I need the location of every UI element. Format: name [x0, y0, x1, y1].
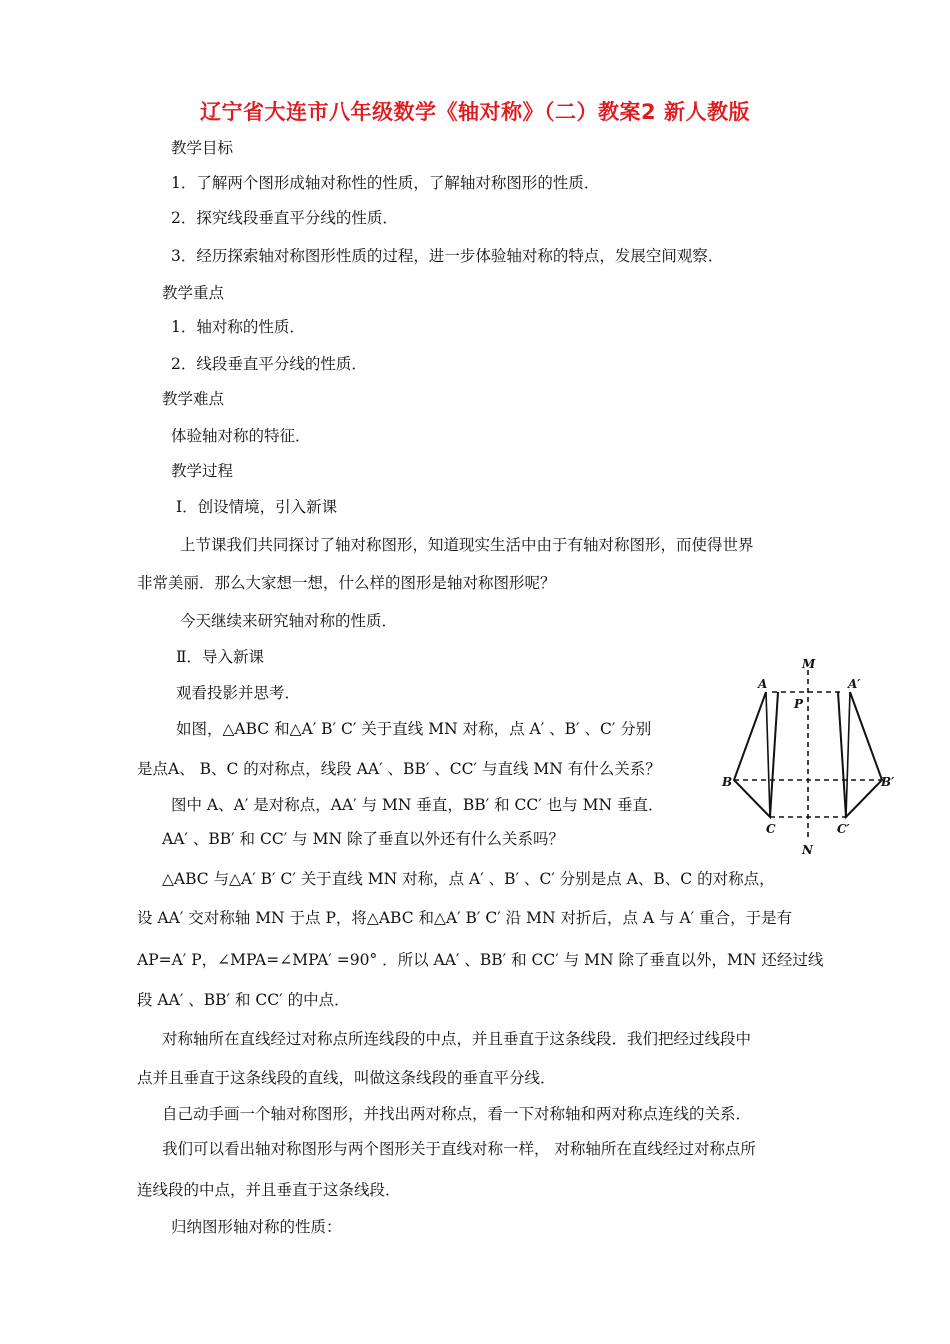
objective-1: 1．了解两个图形成轴对称性的性质，了解轴对称图形的性质． — [171, 174, 600, 192]
label-c: C — [766, 822, 776, 836]
paragraph-10-line-2: 连线段的中点，并且垂直于这条线段． — [137, 1181, 401, 1199]
paragraph-9: 自己动手画一个轴对称图形，并找出两对称点，看一下对称轴和两对称点连线的关系． — [162, 1105, 752, 1123]
triangle-a1b1c1-outline — [838, 692, 882, 817]
paragraph-8-line-2: 点并且垂直于这条线段的直线，叫做这条线段的垂直平分线． — [137, 1069, 556, 1087]
label-c-prime: C′ — [837, 822, 850, 836]
paragraph-6: AA′ 、BB′ 和 CC′ 与 MN 除了垂直以外还有什么关系吗？ — [162, 830, 564, 848]
section-2-heading: Ⅱ．导入新课 — [176, 648, 265, 666]
paragraph-7-line-4: 段 AA′ 、BB′ 和 CC′ 的中点． — [137, 991, 350, 1009]
paragraph-1-line-2: 非常美丽．那么大家想一想，什么样的图形是轴对称图形呢？ — [137, 574, 556, 592]
key-point-2: 2．线段垂直平分线的性质． — [171, 355, 367, 373]
document-title: 辽宁省大连市八年级数学《轴对称》（二）教案2 新人教版 — [200, 100, 750, 124]
symmetry-diagram — [718, 652, 898, 860]
symmetry-figure — [718, 652, 898, 860]
key-point-1: 1．轴对称的性质． — [171, 318, 305, 336]
paragraph-1-line-1: 上节课我们共同探讨了轴对称图形，知道现实生活中由于有轴对称图形，而使得世界 — [180, 536, 754, 554]
section-1-heading: Ⅰ．创设情境，引入新课 — [176, 498, 338, 516]
segment-a1c1 — [846, 692, 850, 817]
paragraph-4-line-2: 是点A、 B、C 的对称点，线段 AA′ 、BB′ 、CC′ 与直线 MN 有什么关系？ — [137, 760, 661, 778]
heading-difficulties: 教学难点 — [162, 390, 225, 408]
difficulty-1: 体验轴对称的特征． — [171, 427, 311, 445]
heading-process: 教学过程 — [171, 462, 234, 480]
label-p: P — [794, 697, 804, 711]
dashed-lines — [734, 670, 882, 840]
paragraph-11: 归纳图形轴对称的性质： — [171, 1218, 342, 1236]
label-a-prime: A′ — [848, 677, 861, 691]
paragraph-7-line-2: 设 AA′ 交对称轴 MN 于点 P，将△ABC 和△A′ B′ C′ 沿 MN 对折后，点 A 与 A′ 重合，于是有 — [137, 909, 793, 927]
objective-2: 2．探究线段垂直平分线的性质． — [171, 209, 398, 227]
heading-key-points: 教学重点 — [162, 284, 225, 302]
paragraph-3: 观看投影并思考． — [176, 684, 301, 702]
paragraph-2: 今天继续来研究轴对称的性质． — [180, 612, 398, 630]
paragraph-7-line-1: △ABC 与△A′ B′ C′ 关于直线 MN 对称，点 A′ 、B′ 、C′ 分别是点 A、B、C 的对称点， — [162, 870, 775, 888]
paragraph-5: 图中 A、A′ 是对称点，AA′ 与 MN 垂直，BB′ 和 CC′ 也与 MN 垂直． — [171, 796, 664, 814]
objective-3: 3．经历探索轴对称图形性质的过程，进一步体验轴对称的特点，发展空间观察． — [171, 247, 724, 265]
heading-objectives: 教学目标 — [171, 139, 234, 157]
paragraph-10-line-1: 我们可以看出轴对称图形与两个图形关于直线对称一样， 对称轴所在直线经过对称点所 — [162, 1140, 756, 1158]
label-n: N — [802, 843, 813, 857]
label-a: A — [758, 677, 768, 691]
triangle-abc-outline — [734, 692, 778, 817]
label-m: M — [802, 657, 816, 671]
paragraph-8-line-1: 对称轴所在直线经过对称点所连线段的中点，并且垂直于这条线段．我们把经过线段中 — [162, 1030, 752, 1048]
label-b-prime: B′ — [881, 775, 895, 789]
paragraph-7-line-3: AP=A′ P，∠MPA=∠MPA′ =90° ．所以 AA′ 、BB′ 和 CC′ 与 MN 除了垂直以外，MN 还经过线 — [137, 951, 824, 969]
segment-ac — [766, 692, 770, 817]
label-b: B — [722, 775, 733, 789]
paragraph-4-line-1: 如图，△ABC 和△A′ B′ C′ 关于直线 MN 对称，点 A′ 、B′ 、C′ 分别 — [176, 720, 652, 738]
